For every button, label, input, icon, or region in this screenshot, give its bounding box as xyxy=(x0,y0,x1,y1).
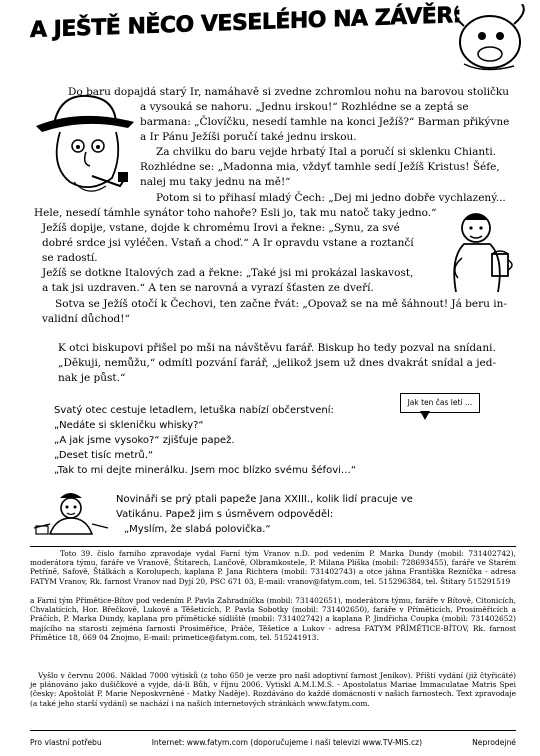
footer-divider xyxy=(30,546,516,547)
joke4-line: Novináři se prý ptali papeže Jana XXIII., kolik lidí pracuje ve xyxy=(116,494,413,505)
joke1-line: dobré srdce jsi vyléčen. Vstaň a choď.“ A Ir opravdu vstane a roztančí xyxy=(42,237,414,249)
footer-paragraph-publication: Vyšlo v červnu 2006. Náklad 7000 výtisků (z toho 650 je verze pro naši adoptivní farnost Jeníkov). Příští vydání (již čtyřicáté) je plánováno jako dušičkové a vyjde, dá-li Bůh, v říjnu 2006. Vytiskl A.M.I.M.S. - Apostolatus Mariae Immaculatae Matris Spei (česky: Apoštolát P. Marie Neposkvrněné - Matky Naděje). Rozdáváno do každé domácnosti v našich farnostech. Text zpravodaje (a také jeho starší vydání) se nachází i na našich internetových stránkách www.fatym.com. xyxy=(30,671,516,708)
bottom-internet-note: Internet: www.fatym.com (doporučujeme i naši televizi www.TV-MIS.cz) xyxy=(151,738,423,747)
bottom-divider xyxy=(30,730,516,731)
joke1-line: barmana: „Človíčku, nesedí tamhle na konci Ježíš?“ Barman přikývne xyxy=(140,116,510,128)
joke3-line: „Nedáte si skleničku whisky?“ xyxy=(54,420,204,431)
joke1-line: Za chvilku do baru vejde hrbatý Ital a poručí si sklenku Chianti. xyxy=(156,146,497,158)
joke1-line: nalej mu taky jednu na mě!“ xyxy=(140,176,291,188)
speech-bubble-tail xyxy=(420,411,430,420)
joke4-line: „Myslím, že slabá polovička.“ xyxy=(124,524,271,535)
bull-cartoon-image xyxy=(444,4,530,76)
joke3-line: Svatý otec cestuje letadlem, letuška nabízí občerstvení: xyxy=(54,405,334,416)
joke2-line: „Děkuji, nemůžu,“ odmítl pozvání farář, „jelikož jsem už dnes dvakrát snídal a jed- xyxy=(58,357,497,369)
old-man-cartoon-image xyxy=(30,86,138,198)
joke1-line: Ježíš dopije, vstane, dojde k chromému Irovi a řekne: „Synu, za své xyxy=(42,222,400,234)
joke1-line: validní důchod!“ xyxy=(42,313,130,325)
bottom-left-note: Pro vlastní potřebu xyxy=(30,738,102,747)
joke3-line: „Deset tisíc metrů.“ xyxy=(54,450,154,461)
bottom-bar xyxy=(30,738,516,747)
joke1-line: Potom si to přihasí mladý Čech: „Dej mi jedno dobře vychlazený... xyxy=(156,192,506,204)
joke3-line: „Tak to mi dejte minerálku. Jsem moc blízko svému šéfovi…“ xyxy=(54,465,357,476)
joke1-line: a tak jsi uzdraven.“ A ten se narovná a vyrazí šťasten ze dveří. xyxy=(42,282,374,294)
pope-cartoon-image xyxy=(30,488,112,536)
joke1-line: a vysouká se nahoru. „Jednu irskou!“ Rozhlédne se a zeptá se xyxy=(140,101,469,113)
joke1-line: a Ir Pánu Ježíši poručí také jednu irskou. xyxy=(140,131,357,143)
joke1-line: Rozhlédne se: „Madonna mia, vždyť tamhle sedí Ježíš Kristus! Šéfe, xyxy=(140,161,500,173)
man-with-beer-cartoon-image xyxy=(440,208,516,294)
footer-paragraph-vranov: Toto 39. číslo farního zpravodaje vydal Farní tým Vranov n.D. pod vedením P. Marka Dundy (mobil: 731402742), moderátora týmu, faráře ve Vranově, Štítarech, Lančově, Olbramkostele, P. Milana Plíška (mobil: 728693455), faráře ve Starém Petříně, Safově, Štálkách a Korolupech, kaplana P. Jana Richtera (mobil: 731402743) a otce jáhna Františka Rezníčka - adresa FATYM Vranov, Rk. farnost Vranov nad Dyjí 20, PSC 671 03, E-mail: vranov@fatym.com, tel. 515296384, tel. Štítary 515291519 xyxy=(30,549,516,586)
bottom-right-note: Neprodejné xyxy=(472,738,516,747)
joke4-line: Vatikánu. Papež jim s úsměvem odpověděl: xyxy=(116,509,334,520)
joke3-line: „A jak jsme vysoko?“ zjišťuje papež. xyxy=(54,435,235,446)
joke1-line: Sotva se Ježíš otočí k Čechovi, ten začne řvát: „Opovaž se na mě šáhnout! Já beru in- xyxy=(55,298,507,310)
joke1-line: Do baru dopajdá starý Ir, namáhavě si zvedne zchromlou nohu na barovou stoličku xyxy=(68,86,510,98)
joke2-line: nak je půst.“ xyxy=(58,372,126,384)
footer-paragraph-primetice: a Farní tým Přímětice-Bítov pod vedením P. Pavla Zahradníčka (mobil: 731402651), moderátora týmu, faráře v Bítově, Citonicích, Chvalatících, Hor. Břečkově, Lukově a Těšeticích, P. Pavla Sobotky (mobil: 731402650), faráře v Příměticích, Prosiměřicích a Práčích, P. Marka Dundy, kaplana pro přímětické sídliště (mobil: 731402742) a kaplana P. Jindřicha Coupka (mobil: 731402652) majícího na starosti zejména farnosti Prosiměřice, Práče, Těšetice a Lukov - adresa FATYM PŘÍMĚTICE-BÍTOV, Rk. farnost Přímětice 18, 669 04 Znojmo, E-mail: primetice@fatym.com, tel. 515241913. xyxy=(30,596,516,642)
joke1-line: se radostí. xyxy=(42,252,98,264)
joke1-line: Hele, nesedí támhle synátor toho nahoře? Esli jo, tak mu natoč taky jedno.“ xyxy=(34,207,437,219)
joke2-line: K otci biskupovi přišel po mši na návštěvu farář. Biskup ho tedy pozval na snídani. xyxy=(58,342,496,354)
page-title: A JEŠTĚ NĚCO VESELÉHO NA ZÁVĚR: xyxy=(30,2,462,44)
joke1-line: Ježíš se dotkne Italových zad a řekne: „Také jsi mi prokázal laskavost, xyxy=(42,267,414,279)
speech-bubble: Jak ten čas letí … xyxy=(400,393,480,413)
